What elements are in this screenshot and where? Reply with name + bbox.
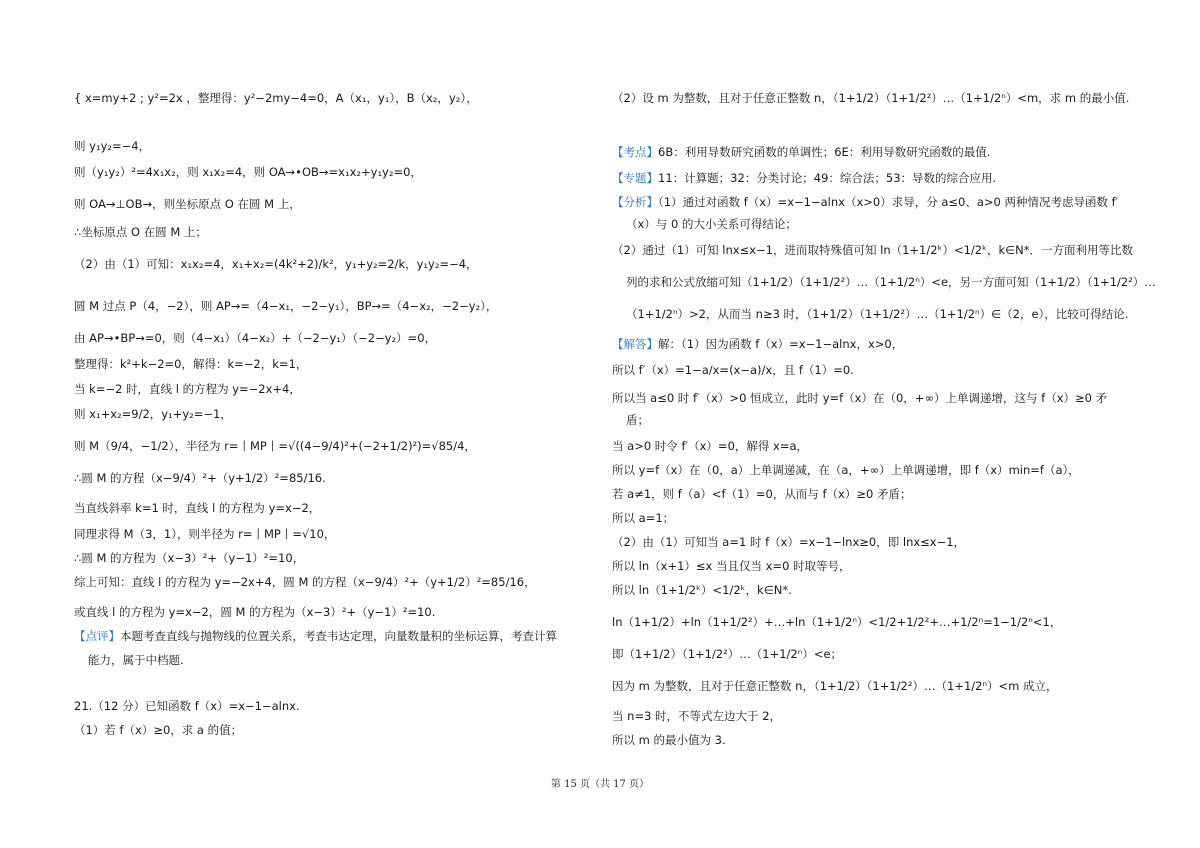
right-text-line: 所以 f′（x）=1−a/x=(x−a)/x，且 f（1）=0. [612, 363, 854, 377]
left-text-line: 【点评】本题考查直线与抛物线的位置关系，考查韦达定理，向量数量积的坐标运算，考查计算 [74, 629, 557, 643]
right-text-line: 即（1+1/2）（1+1/2²）…（1+1/2ⁿ）<e； [612, 647, 843, 661]
left-text-line: （1）若 f（x）≥0，求 a 的值； [74, 723, 243, 737]
right-text-line: 所以当 a≤0 时 f′（x）>0 恒成立，此时 y=f（x）在（0，+∞）上单调递增，这与 f（x）≥0 矛 [612, 391, 1108, 405]
right-text-line: ln（1+1/2）+ln（1+1/2²）+…+ln（1+1/2ⁿ）<1/2+1/2²+…+1/2ⁿ=1−1/2ⁿ<1， [612, 615, 1062, 629]
right-text-line: 当 a>0 时令 f′（x）=0，解得 x=a， [612, 439, 809, 453]
section-tag: 【专题】 [612, 171, 658, 185]
left-text-line: 则 M（9/4，−1/2），半径为 r=丨MP丨=√((4−9/4)²+(−2+1/2)²)=√85/4， [74, 439, 476, 453]
section-tag: 【点评】 [74, 629, 120, 643]
left-text-line: （2）由（1）可知：x₁x₂=4，x₁+x₂=(4k²+2)/k²，y₁+y₂=2/k，y₁y₂=−4， [74, 257, 478, 271]
left-text-line: 同理求得 M（3，1），则半径为 r=丨MP丨=√10， [74, 527, 336, 541]
right-text-line: 所以 m 的最小值为 3. [612, 733, 726, 747]
left-text-line: 则 x₁+x₂=9/2，y₁+y₂=−1， [74, 407, 232, 421]
left-text-line: ∴坐标原点 O 在圆 M 上； [74, 225, 207, 239]
left-text-line: 当直线斜率 k=1 时，直线 l 的方程为 y=x−2， [74, 501, 321, 515]
right-text-line: 【专题】11：计算题；32：分类讨论；49：综合法；53：导数的综合应用. [612, 171, 997, 185]
left-text-line: 整理得：k²+k−2=0，解得：k=−2，k=1， [74, 357, 308, 371]
right-text-line: 列的求和公式放缩可知（1+1/2）（1+1/2²）…（1+1/2ⁿ）<e，另一方面可知（1+1/2）（1+1/2²）… [626, 275, 1156, 289]
right-column [612, 0, 1156, 848]
left-text-line: 则（y₁y₂）²=4x₁x₂，则 x₁x₂=4，则 OA→•OB→=x₁x₂+y₁y₂=0， [74, 165, 422, 179]
left-column [74, 0, 614, 848]
left-text-line: 则 y₁y₂=−4， [74, 139, 151, 153]
left-text-line: 则 OA→⊥OB→，则坐标原点 O 在圆 M 上， [74, 197, 301, 211]
right-text-line: 所以 a=1； [612, 511, 675, 525]
right-text-line: （x）与 0 的大小关系可得结论； [626, 217, 797, 231]
page-footer: 第 15 页（共 17 页） [550, 779, 650, 790]
left-text-line: { x=my+2 ; y²=2x ，整理得：y²−2my−4=0，A（x₁，y₁），B（x₂，y₂）， [74, 91, 478, 105]
right-text-line: （2）设 m 为整数，且对于任意正整数 n，（1+1/2）（1+1/2²）…（1+1/2ⁿ）<m，求 m 的最小值. [612, 91, 1130, 105]
right-text-line: 盾； [626, 413, 649, 427]
right-text-line: （1+1/2ⁿ）>2，从而当 n≥3 时，（1+1/2）（1+1/2²）…（1+1/2ⁿ）∈（2，e），比较可得结论. [626, 307, 1129, 321]
section-tag: 【分析】 [612, 195, 658, 209]
left-text-line: 由 AP→•BP→=0，则（4−x₁）（4−x₂）+（−2−y₁）（−2−y₂）=0， [74, 331, 437, 345]
left-text-line: ∴圆 M 的方程为（x−3）²+（y−1）²=10， [74, 551, 305, 565]
right-text-line: 当 n=3 时，不等式左边大于 2， [612, 709, 782, 723]
right-text-line: （2）通过（1）可知 lnx≤x−1，进而取特殊值可知 ln（1+1/2ᵏ）<1/2ᵏ，k∈N*．一方面利用等比数 [612, 243, 1134, 257]
right-text-line: 所以 ln（x+1）≤x 当且仅当 x=0 时取等号， [612, 559, 851, 573]
right-text-line: 所以 y=f（x）在（0，a）上单调递减，在（a，+∞）上单调递增，即 f（x）min=f（a）， [612, 463, 1080, 477]
right-text-line: 【考点】6B：利用导数研究函数的单调性；6E：利用导数研究函数的最值. [612, 145, 991, 159]
right-text-line: 所以 ln（1+1/2ᵏ）<1/2ᵏ，k∈N*. [612, 583, 792, 597]
right-text-line: 【解答】解：（1）因为函数 f（x）=x−1−alnx，x>0， [612, 337, 904, 351]
section-tag: 【考点】 [612, 145, 658, 159]
right-text-line: 因为 m 为整数，且对于任意正整数 n，（1+1/2）（1+1/2²）…（1+1/2ⁿ）<m 成立， [612, 679, 1058, 693]
left-text-line: 综上可知：直线 l 的方程为 y=−2x+4，圆 M 的方程（x−9/4）²+（y+1/2）²=85/16， [74, 575, 536, 589]
left-text-line: 圆 M 过点 P（4，−2），则 AP→=（4−x₁，−2−y₁），BP→=（4−x₂，−2−y₂）， [74, 299, 498, 313]
left-text-line: ∴圆 M 的方程（x−9/4）²+（y+1/2）²=85/16. [74, 471, 326, 485]
left-text-line: 当 k=−2 时，直线 l 的方程为 y=−2x+4， [74, 382, 301, 396]
right-text-line: （2）由（1）可知当 a=1 时 f（x）=x−1−lnx≥0，即 lnx≤x−1， [612, 535, 966, 549]
right-text-line: 若 a≠1，则 f（a）<f（1）=0，从而与 f（x）≥0 矛盾； [612, 487, 912, 501]
left-text-line: 或直线 l 的方程为 y=x−2，圆 M 的方程为（x−3）²+（y−1）²=10. [74, 605, 436, 619]
right-text-line: 【分析】（1）通过对函数 f（x）=x−1−alnx（x>0）求导，分 a≤0、a>0 两种情况考虑导函数 f′ [612, 195, 1119, 209]
left-text-line: 能力，属于中档题. [88, 653, 184, 667]
left-text-line: 21.（12 分）已知函数 f（x）=x−1−alnx. [74, 699, 300, 713]
section-tag: 【解答】 [612, 337, 658, 351]
